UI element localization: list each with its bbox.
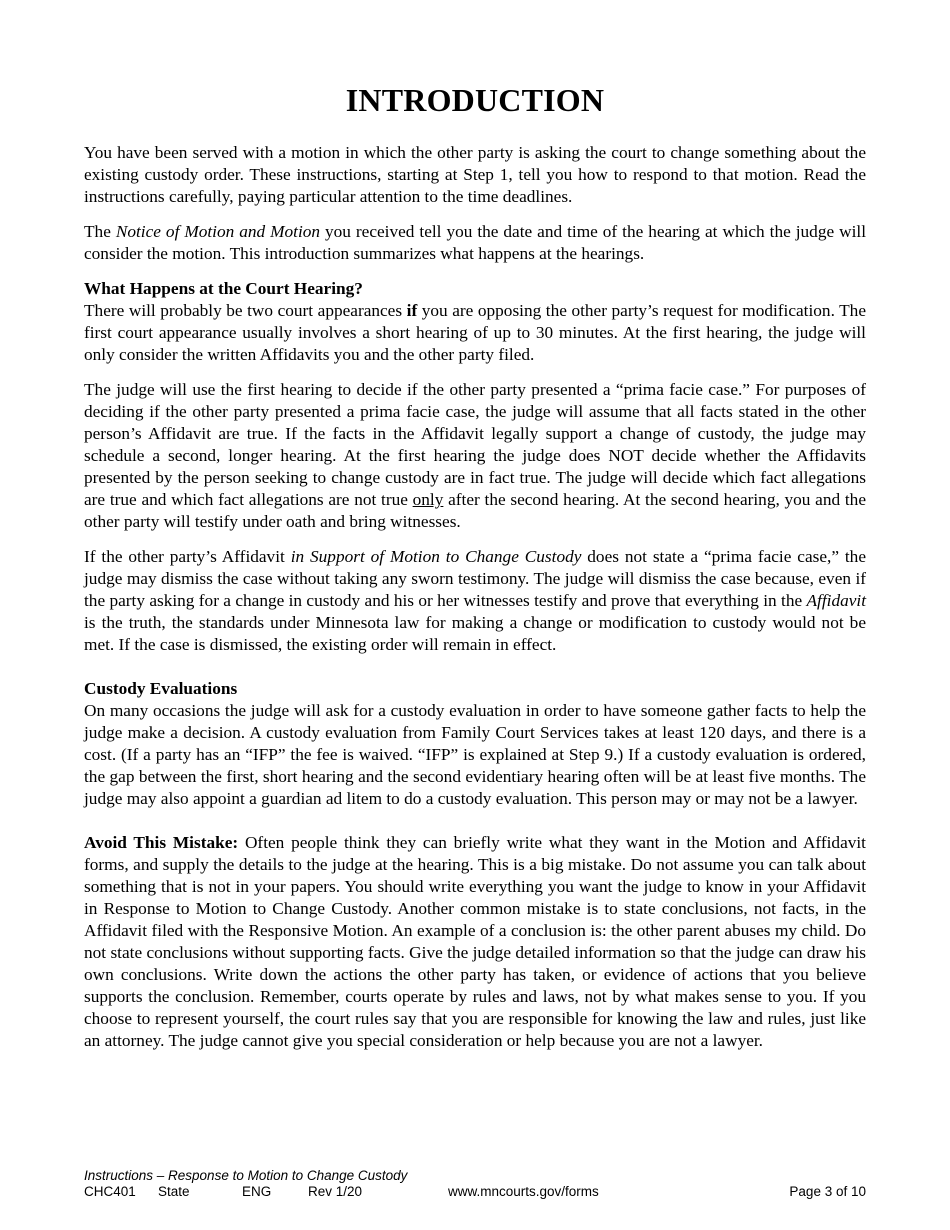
text-run: does not state a “prima facie case,” the judge may dismiss the case without taking any sworn testimony. The judge will dismiss the case because, even if the party asking for a change in custody and his or her witnesses testify and prove that everything in the [84, 547, 866, 610]
bold-text-run: if [406, 301, 418, 320]
underlined-text-run: only [412, 490, 444, 509]
italic-text-run: in Support of Motion to Change Custody [290, 547, 582, 566]
footer-meta-line [84, 1184, 866, 1200]
italic-text-run: Notice of Motion and Motion [115, 222, 321, 241]
footer-revision: Rev 1/20 [308, 1184, 363, 1199]
intro-paragraph-1: You have been served with a motion in which the other party is asking the court to change something about the existing custody order. These instructions, starting at Step 1, tell you how to respond to that motion. Read the instructions carefully, paying particular attention to the time deadlines. [84, 143, 866, 206]
text-run: There will probably be two court appearances [84, 301, 407, 320]
footer-form-code: CHC401 [84, 1184, 136, 1199]
hearing-paragraph-2 [84, 379, 866, 533]
text-run: after the second hearing. At the second hearing, you and the other party will testify under oath and bring witnesses. [84, 490, 866, 531]
intro-paragraph-2 [84, 221, 866, 265]
document-body [84, 142, 866, 1052]
footer-jurisdiction: State [158, 1184, 190, 1199]
avoid-mistake-paragraph [84, 832, 866, 1052]
hearing-paragraph-3 [84, 546, 866, 656]
page-title: INTRODUCTION [345, 82, 605, 118]
hearing-paragraph-1 [84, 300, 866, 366]
evaluations-paragraph: On many occasions the judge will ask for a custody evaluation in order to have someone gather facts to help the judge make a decision. A custody evaluation from Family Court Services takes at least 120 days, and there is a cost. (If a party has an “IFP” the fee is waived. “IFP” is explained at Step 9.) If a custody evaluation is ordered, the gap between the first, short hearing and the second evidentiary hearing often will be at least five months. The judge may also appoint a guardian ad litem to do a custody evaluation. This person may or may not be a lawyer. [84, 701, 866, 808]
text-run: The judge will use the first hearing to decide if the other party presented a “prima facie case.” For purposes of deciding if the other party presented a prima facie case, the judge will assume that all facts stated in the other person’s Affidavit are true. If the facts in the Affidavit legally support a change of custody, the judge may schedule a second, longer hearing. At the first hearing the judge does NOT decide whether the Affidavits presented by the person seeking to change custody are in fact true. The judge will decide which fact allegations are true and which fact allegations are not true [84, 380, 866, 509]
text-run: Often people think they can briefly write what they want in the Motion and Affidavit forms, and supply the details to the judge at the hearing. This is a big mistake. Do not assume you can talk about something that is not in your papers. You should write everything you want the judge to know in your Affidavit in Response to Motion to Change Custody. Another common mistake is to state conclusions, not facts, in the Affidavit filed with the Responsive Motion. An example of a conclusion is: the other parent abuses my child. Do not state conclusions without supporting facts. Give the judge detailed information so that the judge can draw his own conclusions. Write down the actions the other party has taken, or evidence of actions that you believe supports the conclusion. Remember, courts operate by rules and laws, not by what makes sense to you. If you choose to represent yourself, the court rules say that you are responsible for knowing the law and rules, just like an attorney. The judge cannot give you special consideration or help because you are not a lawyer. [84, 833, 866, 1050]
italic-text-run: Affidavit [806, 591, 866, 610]
footer-url[interactable]: www.mncourts.gov/forms [448, 1184, 599, 1199]
text-run: If the other party’s Affidavit [84, 547, 291, 566]
text-run: you received tell you the date and time of the hearing at which the judge will consider the motion. This introduction summarizes what happens at the hearings. [84, 222, 866, 263]
page-footer [84, 1168, 866, 1200]
text-run: The [84, 222, 116, 241]
section-heading-hearing: What Happens at the Court Hearing? [84, 279, 363, 298]
section-heading-evaluations: Custody Evaluations [84, 679, 238, 698]
footer-language: ENG [242, 1184, 272, 1199]
avoid-mistake-label: Avoid This Mistake: [84, 833, 239, 852]
text-run: is the truth, the standards under Minnesota law for making a change or modification to custody would not be met. If the case is dismissed, the existing order will remain in effect. [84, 613, 866, 654]
footer-doc-title: Instructions – Response to Motion to Change Custody [84, 1168, 408, 1183]
text-run: you are opposing the other party’s request for modification. The first court appearance usually involves a short hearing of up to 30 minutes. At the first hearing, the judge will only consider the written Affidavits you and the other party filed. [84, 301, 866, 364]
footer-page-number: Page 3 of 10 [789, 1184, 866, 1199]
